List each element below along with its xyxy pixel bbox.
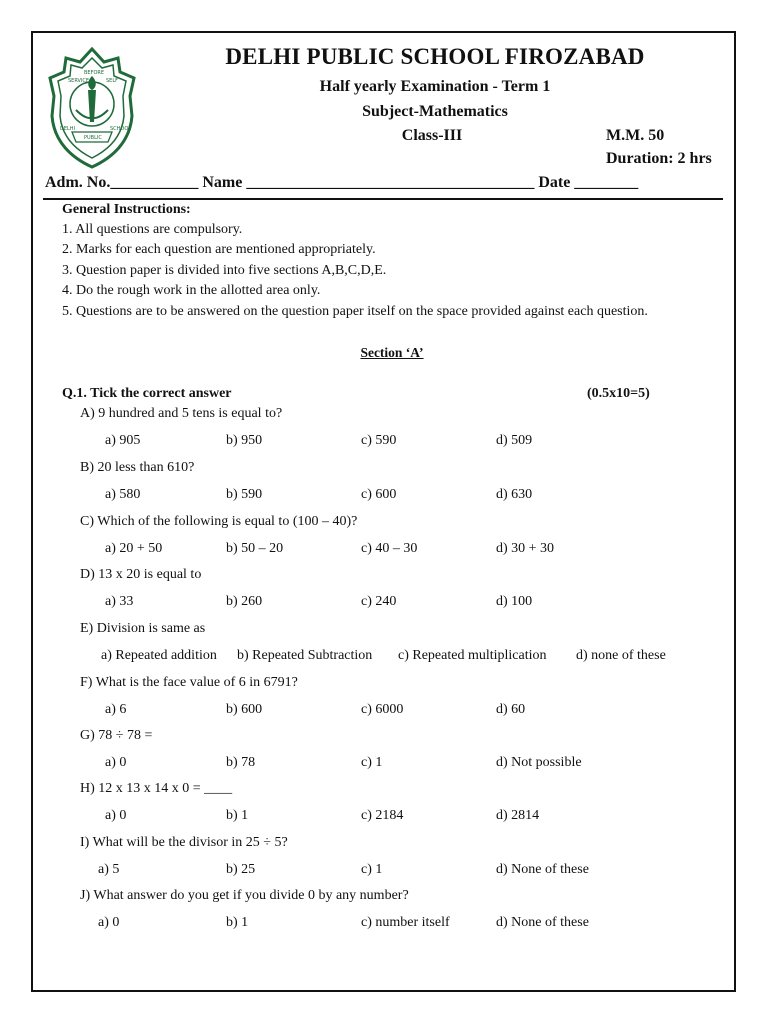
- answer-option[interactable]: a) 6: [105, 702, 127, 717]
- answer-option[interactable]: a) Repeated addition: [101, 648, 217, 663]
- question-marks: (0.5x10=5): [587, 386, 650, 401]
- answer-option[interactable]: b) 78: [226, 755, 256, 770]
- answer-option[interactable]: d) Not possible: [496, 755, 582, 770]
- header-divider: [43, 198, 723, 200]
- instruction-item: 4. Do the rough work in the allotted area only.: [62, 283, 321, 298]
- answer-option[interactable]: a) 0: [105, 755, 127, 770]
- answer-option[interactable]: b) 1: [226, 915, 249, 930]
- subject-title: Subject-Mathematics: [362, 103, 508, 120]
- answer-option[interactable]: d) 100: [496, 594, 533, 609]
- answer-option[interactable]: d) 30 + 30: [496, 541, 555, 556]
- answer-option[interactable]: d) 60: [496, 702, 526, 717]
- logo-text-5: PUBLIC: [84, 135, 102, 141]
- answer-option[interactable]: a) 20 + 50: [105, 541, 163, 556]
- answer-option[interactable]: b) 1: [226, 808, 249, 823]
- answer-option[interactable]: d) 2814: [496, 808, 540, 823]
- answer-option[interactable]: b) 260: [226, 594, 263, 609]
- answer-option[interactable]: c) 600: [361, 487, 397, 502]
- question-stem: J) What answer do you get if you divide 0 by any number?: [80, 888, 409, 903]
- answer-option[interactable]: a) 33: [105, 594, 134, 609]
- question-stem: B) 20 less than 610?: [80, 460, 195, 475]
- answer-option[interactable]: c) 1: [361, 755, 383, 770]
- answer-option[interactable]: b) Repeated Subtraction: [237, 648, 373, 663]
- logo-text-3: SELF: [106, 78, 118, 84]
- answer-option[interactable]: a) 0: [105, 808, 127, 823]
- answer-option[interactable]: b) 590: [226, 487, 263, 502]
- duration: Duration: 2 hrs: [606, 150, 712, 167]
- answer-option[interactable]: d) 509: [496, 433, 533, 448]
- student-details-line: Adm. No.___________ Name ____________________________________ Date ________: [45, 174, 639, 191]
- answer-option[interactable]: a) 5: [98, 862, 120, 877]
- answer-option[interactable]: c) Repeated multiplication: [398, 648, 547, 663]
- answer-option[interactable]: d) 630: [496, 487, 533, 502]
- answer-option[interactable]: b) 950: [226, 433, 263, 448]
- question-stem: C) Which of the following is equal to (100 – 40)?: [80, 514, 358, 529]
- question-stem: G) 78 ÷ 78 =: [80, 728, 153, 743]
- question-stem: D) 13 x 20 is equal to: [80, 567, 202, 582]
- max-marks: M.M. 50: [606, 127, 665, 144]
- class-label: Class-III: [401, 127, 463, 144]
- answer-option[interactable]: c) 240: [361, 594, 397, 609]
- question-stem: I) What will be the divisor in 25 ÷ 5?: [80, 835, 288, 850]
- logo-text-1: SERVICE: [68, 78, 90, 84]
- logo-text-6: SCHOOL: [110, 126, 132, 132]
- logo-text-4: DELHI: [60, 126, 76, 132]
- answer-option[interactable]: b) 600: [226, 702, 263, 717]
- school-name: DELHI PUBLIC SCHOOL FIROZABAD: [225, 44, 645, 69]
- answer-option[interactable]: c) 1: [361, 862, 383, 877]
- question-title: Q.1. Tick the correct answer: [62, 386, 232, 401]
- instructions-title: General Instructions:: [62, 202, 191, 217]
- logo-text-2: BEFORE: [84, 70, 105, 76]
- exam-title: Half yearly Examination - Term 1: [319, 78, 551, 95]
- answer-option[interactable]: c) 6000: [361, 702, 404, 717]
- answer-option[interactable]: c) number itself: [361, 915, 450, 930]
- instruction-item: 2. Marks for each question are mentioned appropriately.: [62, 242, 376, 257]
- instruction-item: 3. Question paper is divided into five sections A,B,C,D,E.: [62, 263, 387, 278]
- question-stem: E) Division is same as: [80, 621, 206, 636]
- answer-option[interactable]: a) 580: [105, 487, 141, 502]
- answer-option[interactable]: d) none of these: [576, 648, 666, 663]
- answer-option[interactable]: c) 590: [361, 433, 397, 448]
- answer-option[interactable]: a) 905: [105, 433, 141, 448]
- section-title: Section ‘A’: [360, 345, 424, 360]
- instruction-item: 5. Questions are to be answered on the question paper itself on the space provided against each question.: [62, 304, 648, 319]
- answer-option[interactable]: c) 40 – 30: [361, 541, 418, 556]
- answer-option[interactable]: a) 0: [98, 915, 120, 930]
- answer-option[interactable]: d) None of these: [496, 862, 589, 877]
- question-stem: F) What is the face value of 6 in 6791?: [80, 675, 298, 690]
- answer-option[interactable]: b) 50 – 20: [226, 541, 284, 556]
- question-stem: A) 9 hundred and 5 tens is equal to?: [80, 406, 283, 421]
- question-stem: H) 12 x 13 x 14 x 0 = ____: [80, 781, 233, 796]
- instruction-item: 1. All questions are compulsory.: [62, 222, 243, 237]
- answer-option[interactable]: c) 2184: [361, 808, 404, 823]
- answer-option[interactable]: b) 25: [226, 862, 256, 877]
- answer-option[interactable]: d) None of these: [496, 915, 589, 930]
